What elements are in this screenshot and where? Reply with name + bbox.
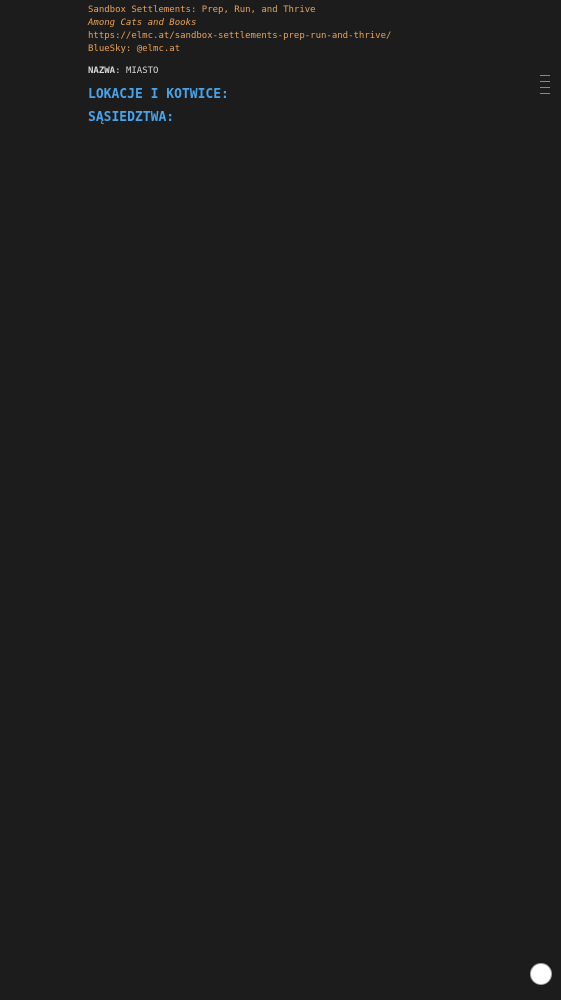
floating-action-button[interactable]	[530, 963, 552, 985]
toc-navigation[interactable]	[540, 70, 550, 99]
locations-heading: LOKACJE I KOTWICE:	[88, 87, 229, 102]
name-value: MIASTO	[125, 66, 159, 76]
doc-url-link[interactable]: https://elmc.at/sandbox-settlements-prep-run-and-thrive/	[88, 31, 392, 41]
bluesky-handle: BlueSky: @elmc.at	[88, 44, 181, 54]
doc-title: Sandbox Settlements: Prep, Run, and Thrive	[88, 5, 316, 15]
name-line: NAZWA: MIASTO	[88, 66, 159, 76]
toc-item[interactable]	[540, 81, 550, 82]
toc-item[interactable]	[540, 75, 550, 76]
document-column	[88, 4, 463, 130]
toc-item[interactable]	[540, 93, 550, 94]
doc-subtitle: Among Cats and Books	[88, 18, 197, 28]
name-label: NAZWA	[88, 66, 116, 76]
neighborhoods-heading: SĄSIEDZTWA:	[88, 110, 175, 125]
toc-item[interactable]	[540, 87, 550, 88]
